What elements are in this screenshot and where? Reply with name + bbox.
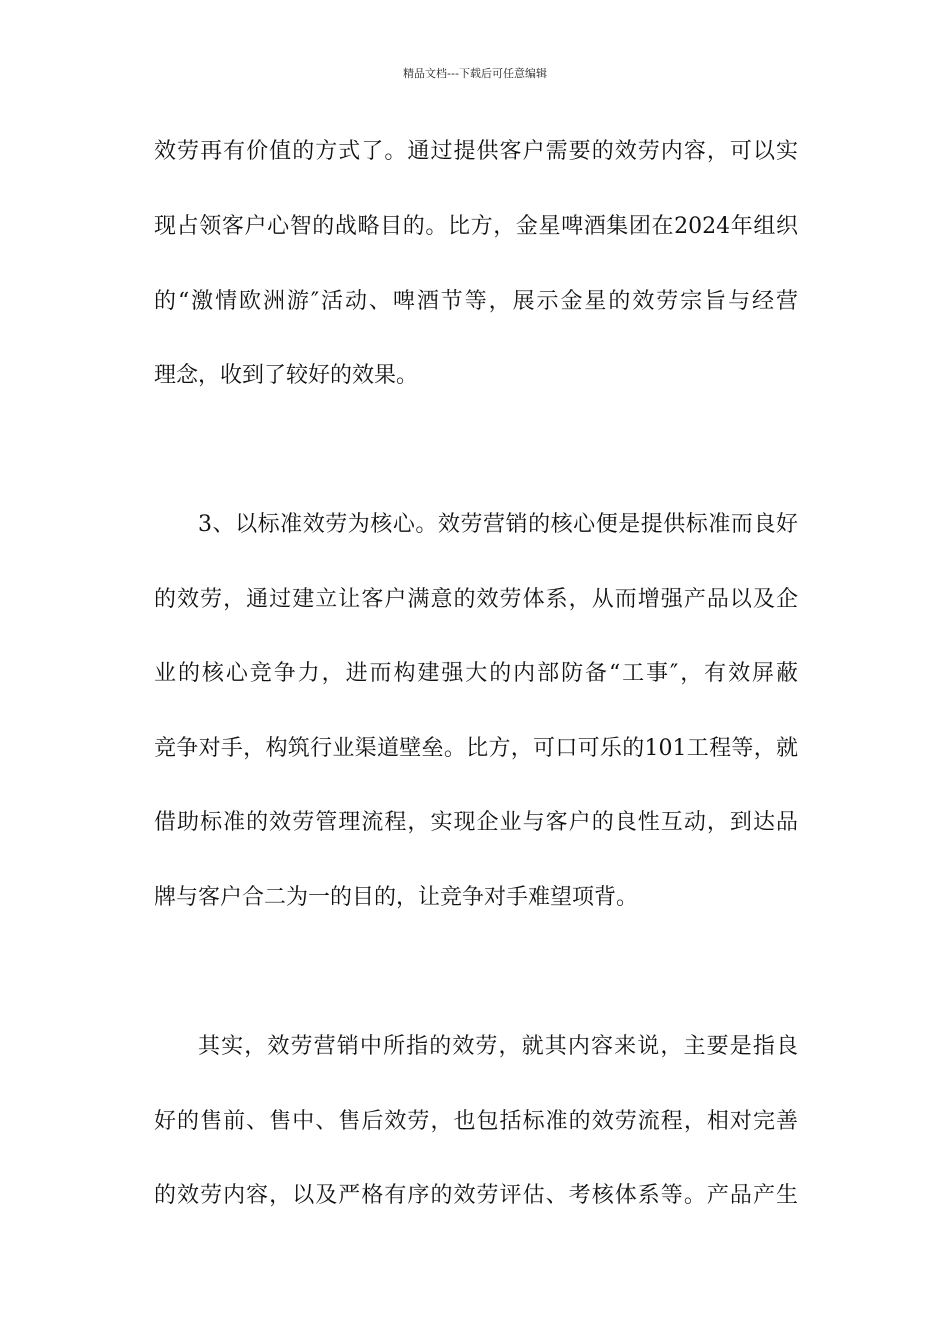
paragraph-line: 的“激情欧洲游″活动、啤酒节等，展示金星的效劳宗旨与经营 [154,289,798,314]
paragraph-line: 业的核心竞争力，进而构建强大的内部防备“工事″，有效屏蔽 [154,661,798,686]
paragraph-line: 其实，效劳营销中所指的效劳，就其内容来说，主要是指良 [198,1034,798,1059]
paragraph-line: 牌与客户合二为一的目的，让竞争对手难望项背。 [154,885,639,910]
paragraph-line: 现占领客户心智的战略目的。比方，金星啤酒集团在2024年组织 [154,214,798,239]
paragraph-line: 的效劳，通过建立让客户满意的效劳体系，从而增强产品以及企 [154,587,798,612]
paragraph-line: 好的售前、售中、售后效劳，也包括标准的效劳流程，相对完善 [154,1109,798,1134]
page-header: 精品文档---下载后可任意编辑 [403,67,547,80]
paragraph-line: 借助标准的效劳管理流程，实现企业与客户的良性互动，到达品 [154,810,798,835]
paragraph-line: 3、以标准效劳为核心。效劳营销的核心便是提供标准而良好 [198,512,798,537]
paragraph-line: 的效劳内容，以及严格有序的效劳评估、考核体系等。产品产生 [154,1183,798,1208]
paragraph-line: 理念，收到了较好的效果。 [154,363,419,388]
paragraph-line: 效劳再有价值的方式了。通过提供客户需要的效劳内容，可以实 [154,139,798,164]
paragraph-line: 竞争对手，构筑行业渠道壁垒。比方，可口可乐的101工程等，就 [154,736,798,761]
